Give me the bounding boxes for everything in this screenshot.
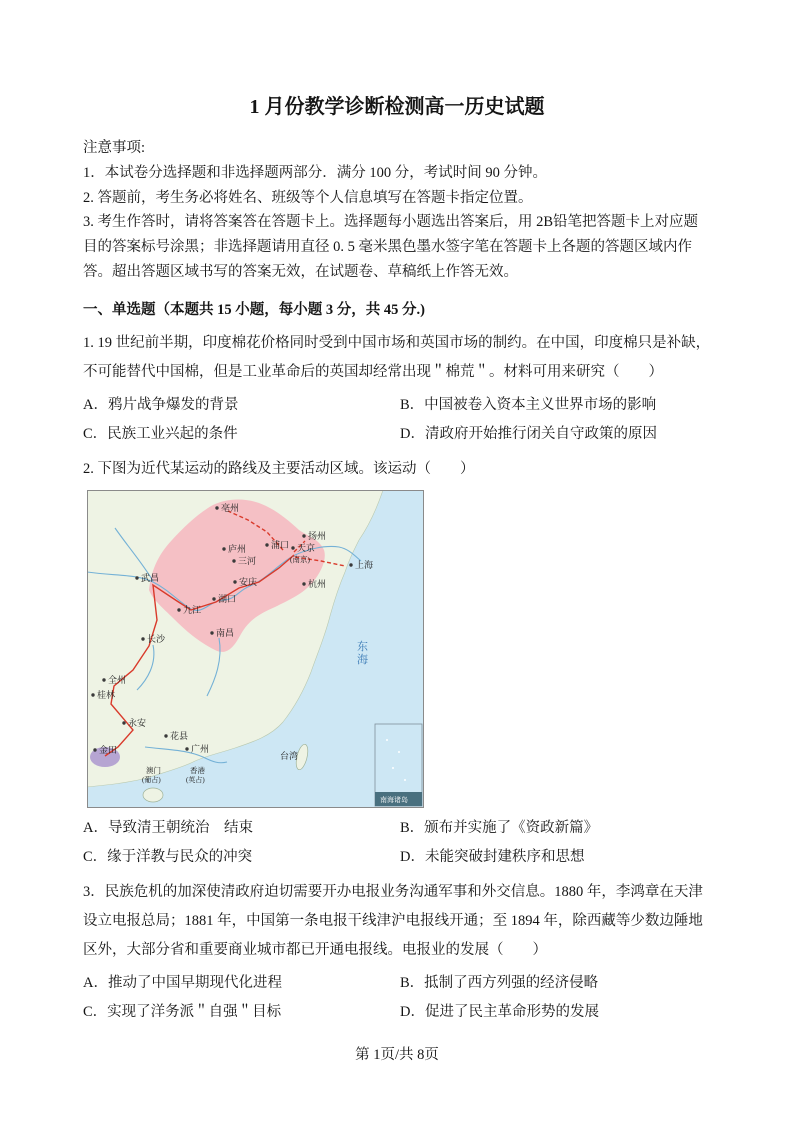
map-label: 庐州 [228,543,247,554]
city-dot [177,608,180,611]
south-china-sea-inset [375,724,422,806]
question-1-stem: 1. 19 世纪前半期，印度棉花价格同时受到中国市场和英国市场的制约。在中国，印度棉只是补缺，不可能替代中国棉，但是工业革命后的英国却经常出现＂棉荒＂。材料可用来研究（ ） [83,334,711,380]
city-dot [91,693,94,696]
question-1-option-a: A．鸦片战争爆发的背景 [83,396,239,413]
map-label: (南京) [290,554,310,564]
map-label: (葡占) [142,775,161,784]
question-1-option-d: D．清政府开始推行闭关自守政策的原因 [400,425,657,442]
question-1 [83,329,711,449]
map-label: 浦口 [271,539,290,550]
map-label: 南海诸岛 [380,795,408,804]
option-row [83,391,711,420]
city-dot [185,747,188,750]
question-3-option-d: D．促进了民主革命形势的发展 [400,1003,599,1020]
map-label: 澳门 [146,765,161,775]
city-dot [222,547,225,550]
map-label: 湖口 [218,593,237,604]
question-1-options [83,391,711,449]
map-label: 杭州 [308,578,327,589]
question-3-option-c: C．实现了洋务派＂自强＂目标 [83,1003,282,1020]
question-2-option-d: D．未能突破封建秩序和思想 [400,848,585,865]
city-dot [349,563,352,566]
city-dot [122,721,125,724]
section-heading: 一、单选题（本题共 15 小题，每小题 3 分，共 45 分.) [83,301,425,318]
notice-heading: 注意事项: [83,140,146,156]
map-label: 桂林 [97,689,116,700]
map-label: 长沙 [147,633,166,644]
map-label: 金田 [99,744,118,755]
option-row [83,998,711,1027]
city-dot [141,637,144,640]
question-1-option-c: C．民族工业兴起的条件 [83,425,238,442]
map-label: 广州 [191,743,210,754]
question-1-option-b: B．中国被卷入资本主义世界市场的影响 [400,396,657,413]
question-2-options [83,814,711,872]
option-row [83,843,711,872]
city-dot [302,582,305,585]
map-label: 永安 [128,717,147,728]
notice-item-2: 2. 答题前，考生务必将姓名、班级等个人信息填写在答题卡指定位置。 [83,189,533,206]
notice-item-1: 1．本试卷分选择题和非选择题两部分．满分 100 分，考试时间 90 分钟。 [83,164,547,181]
page-number: 第 1页/共 8页 [355,1046,439,1063]
city-dot [233,580,236,583]
option-row [83,969,711,998]
map-label: 南昌 [216,627,235,638]
question-2-option-c: C．缘于洋教与民众的冲突 [83,848,253,865]
route-map [87,490,711,808]
question-2-option-b: B．颁布并实施了《资政新篇》 [400,819,599,836]
map-label: 花县 [170,730,189,741]
city-dot [232,559,235,562]
question-2 [83,455,711,872]
city-dot [212,597,215,600]
city-dot [102,678,105,681]
map-label: 三河 [238,555,257,566]
question-3-options [83,969,711,1027]
city-dot [215,506,218,509]
map-label: (英占) [186,775,205,784]
map-label: 九江 [183,604,202,615]
city-dot [302,534,305,537]
city-dot [164,734,167,737]
question-3 [83,878,711,1027]
question-2-stem: 2. 下图为近代某运动的路线及主要活动区域。该运动（ ） [83,460,475,477]
map-label: 全州 [108,674,127,685]
city-dot [291,546,294,549]
option-row [83,420,711,449]
question-3-option-b: B．抵制了西方列强的经济侵略 [400,974,599,991]
map-label: 天京 [297,542,316,553]
map-label: 武昌 [141,572,160,583]
map-label: 安庆 [239,576,258,587]
map-label: 东海 [357,640,368,666]
city-dot [265,543,268,546]
map-label: 扬州 [308,530,327,541]
question-3-option-a: A．推动了中国早期现代化进程 [83,974,282,991]
city-dot [210,631,213,634]
city-dot [93,748,96,751]
question-3-stem: 3．民族危机的加深使清政府迫切需要开办电报业务沟通军事和外交信息。1880 年，李鸿章在天津设立电报总局；1881 年，中国第一条电报干线津沪电报线开通；至 1894 年，除西藏等少数边陲地区外，大部分省和重要商业城市都已开通电报线。电报业的发展（ ） [83,883,703,958]
option-row [83,814,711,843]
map-label: 台湾 [280,750,299,761]
map-label: 香港 [190,765,205,775]
question-2-option-a: A．导致清王朝统治 结束 [83,819,253,836]
notice-item-3: 3. 考生作答时，请将答案答在答题卡上。选择题每小题选出答案后，用 2B铅笔把答题卡上对应题目的答案标号涂黑；非选择题请用直径 0. 5 毫米黑色墨水签字笔在答题卡上各题的答题区域内作答。超出答题区域书写的答案无效，在试题卷、草稿纸上作答无效。 [83,214,699,280]
city-dot [135,576,138,579]
map-label: 上海 [355,559,374,570]
notice-block [83,136,711,285]
map-label: 亳州 [221,502,240,513]
page-title: 1 月份教学诊断检测高一历史试题 [249,96,545,118]
hainan-island [143,788,163,802]
route-map-svg [87,490,424,808]
